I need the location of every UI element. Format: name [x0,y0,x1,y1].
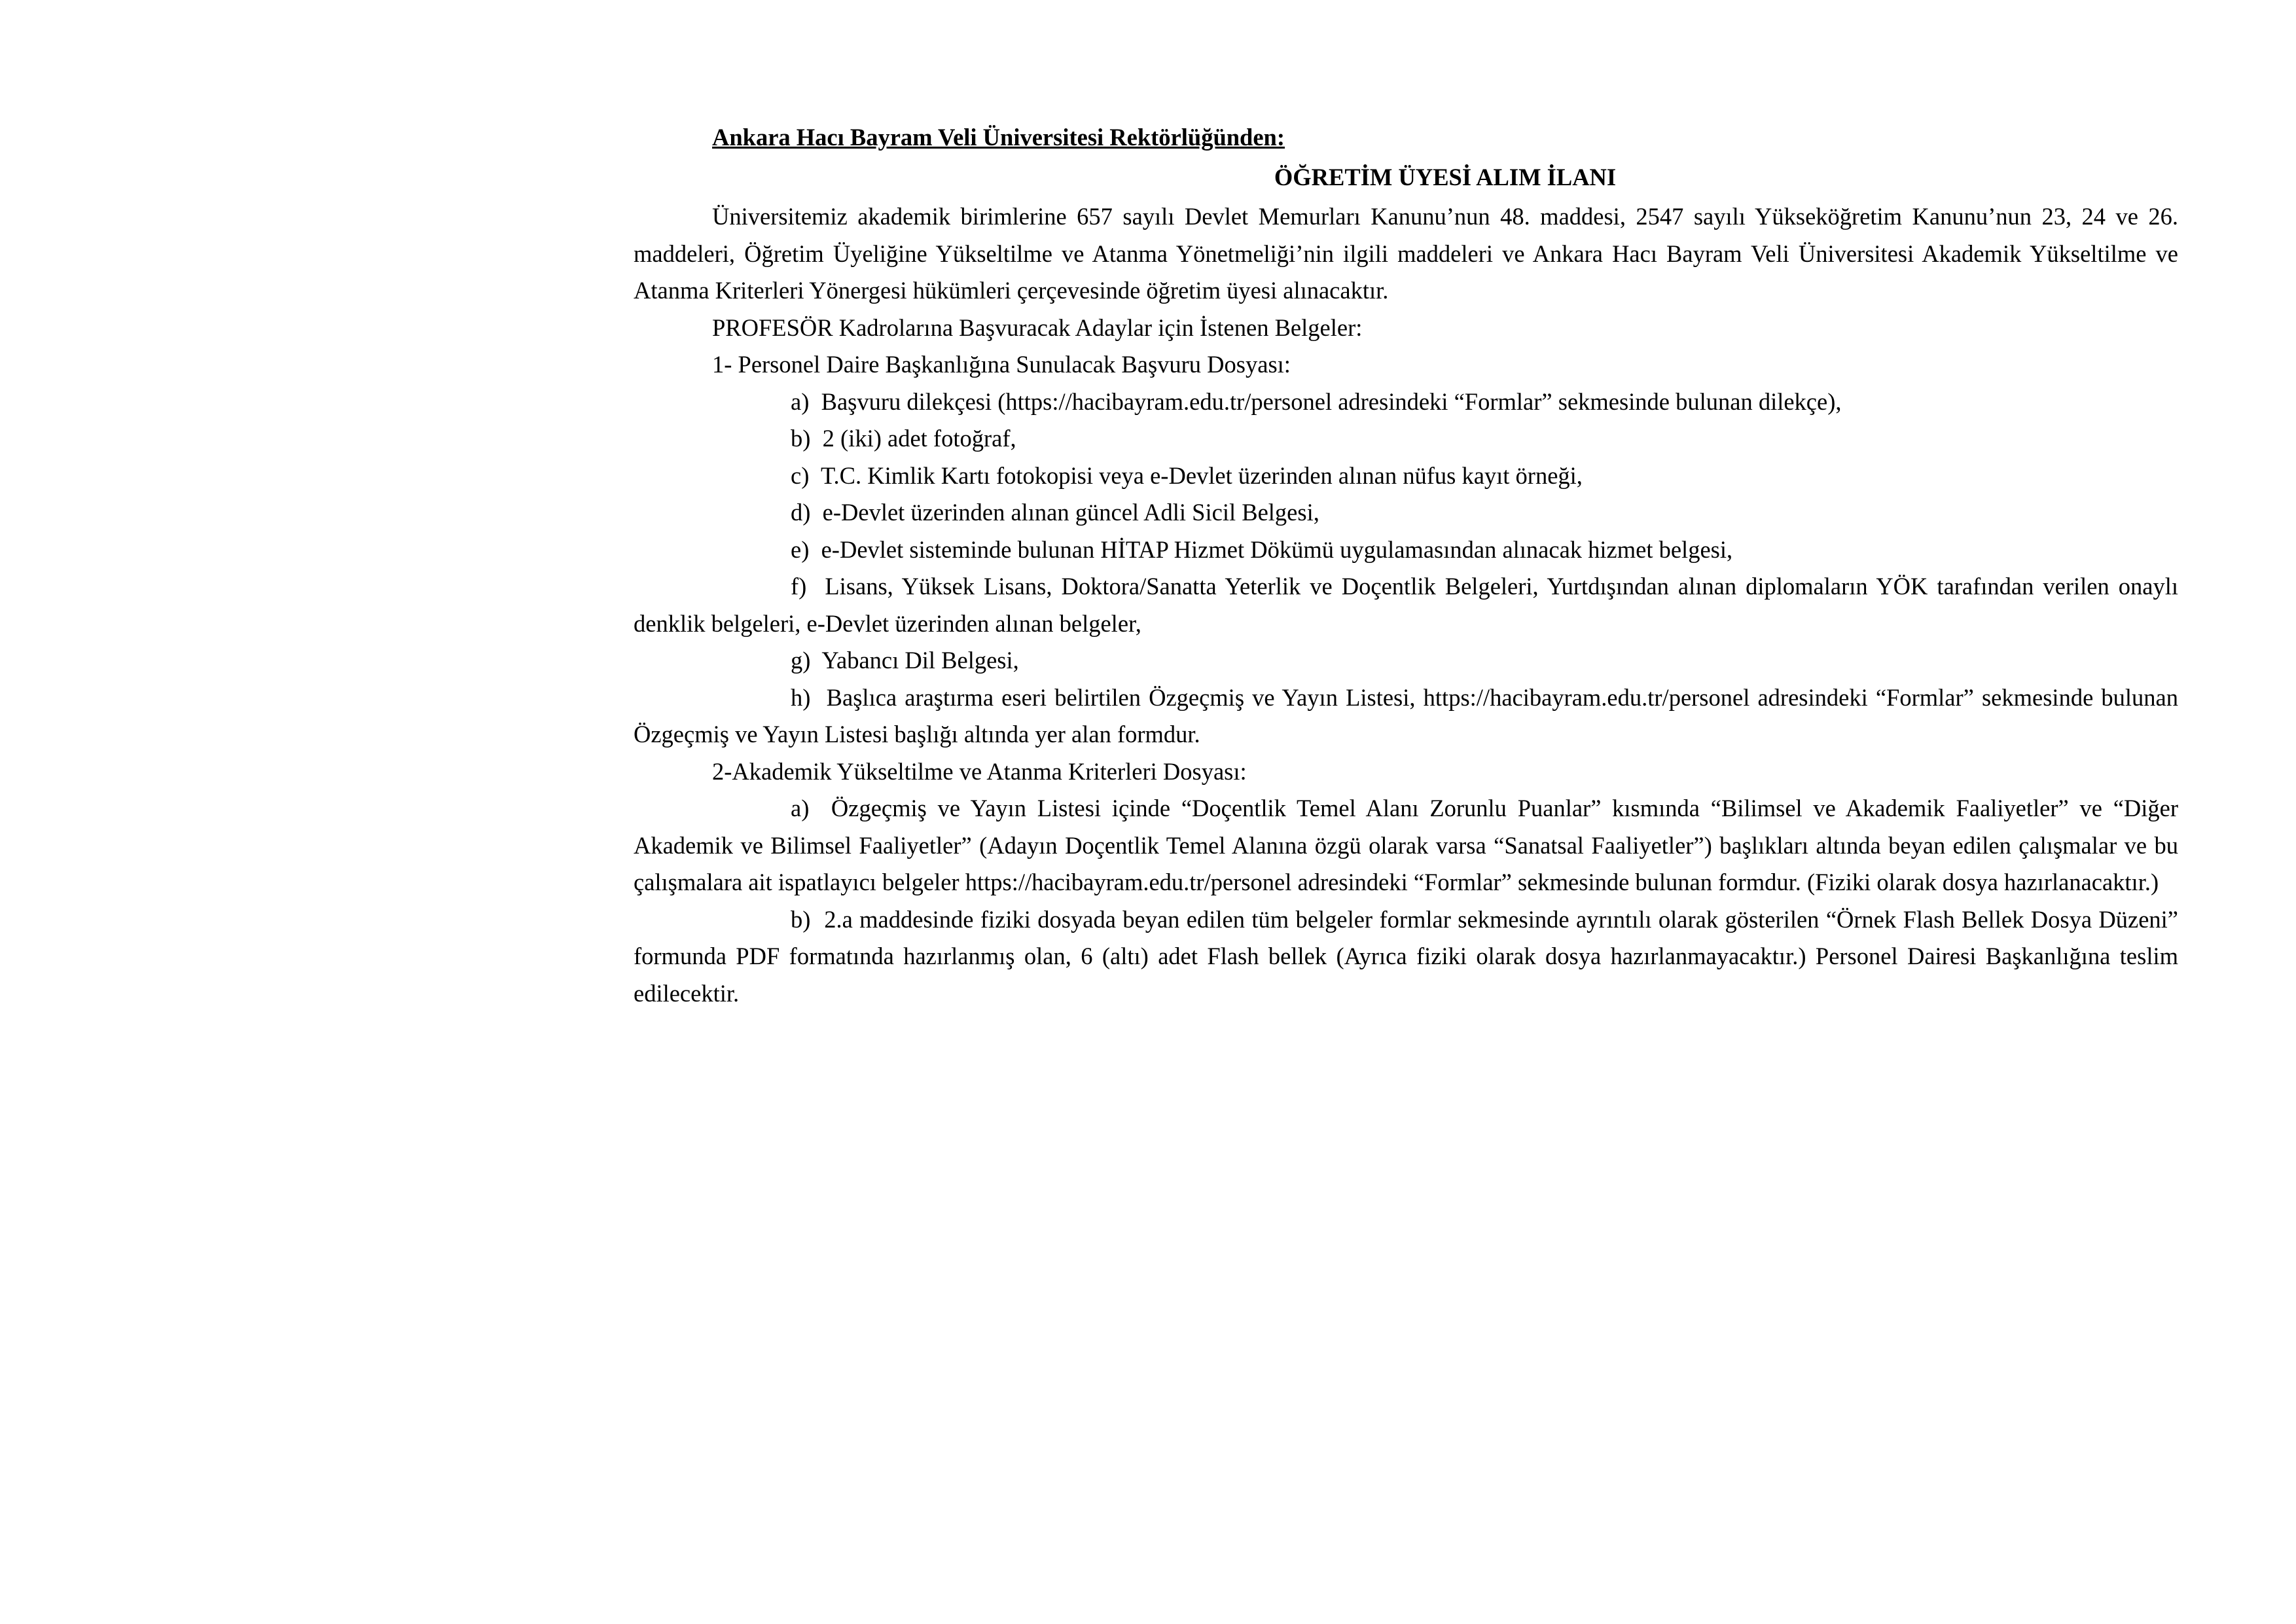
section1-item-g [634,642,2178,679]
section2-item-a [634,790,2178,901]
item-label: a) [791,795,810,821]
section1-item-f [634,568,2178,642]
item-label: g) [791,647,811,674]
section1-item-e [634,532,2178,569]
item-label: b) [791,425,811,452]
announcement-title: ÖĞRETİM ÜYESİ ALIM İLANI [1274,163,1617,190]
document-page [634,119,2178,1012]
item-text: Özgeçmiş ve Yayın Listesi içinde “Doçentlik Temel Alanı Zorunlu Puanlar” kısmında “Bilimsel ve Akademik Faaliyetler” ve “Diğer Akademik ve Bilimsel Faaliyetler” (Adayın Doçentlik Temel Alanına özgü olarak varsa “Sanatsal Faaliyetler”) başlıkları altında beyan edilen çalışmalar ve bu çalışmalara ait ispatlayıcı belgeler https://hacibayram.edu.tr/personel adresindeki “Formlar” sekmesinde bulunan formdur. (Fiziki olarak dosya hazırlanacaktır.) [634,795,2178,895]
section1-item-d [634,494,2178,532]
section2-heading: 2-Akademik Yükseltilme ve Atanma Kriterleri Dosyası: [712,757,1247,785]
item-text: Başvuru dilekçesi (https://hacibayram.edu.tr/personel adresindeki “Formlar” sekmesinde bulunan dilekçe), [821,388,1842,415]
item-text: 2 (iki) adet fotoğraf, [822,425,1016,452]
requirements-heading: PROFESÖR Kadrolarına Başvuracak Adaylar için İstenen Belgeler: [712,314,1363,341]
item-text: Yabancı Dil Belgesi, [821,647,1019,674]
section1-item-h [634,679,2178,753]
section1-item-a [634,384,2178,421]
item-text: Lisans, Yüksek Lisans, Doktora/Sanatta Yeterlik ve Doçentlik Belgeleri, Yurtdışından alınan diplomaların YÖK tarafından verilen onaylı denklik belgeleri, e-Devlet üzerinden alınan belgeler, [634,573,2179,637]
item-text: 2.a maddesinde fiziki dosyada beyan edilen tüm belgeler formlar sekmesinde ayrıntılı olarak gösterilen “Örnek Flash Bellek Dosya Düzeni” formunda PDF formatında hazırlanmış olan, 6 (altı) adet Flash bellek (Ayrıca fiziki olarak dosya hazırlanmayacaktır.) Personel Dairesi Başkanlığına teslim edilecektir. [634,905,2179,1007]
intro-paragraph: Üniversitemiz akademik birimlerine 657 sayılı Devlet Memurları Kanunu’nun 48. maddesi, 2547 sayılı Yükseköğretim Kanunu’nun 23, 24 ve 26. maddeleri, Öğretim Üyeliğine Yükseltilme ve Atanma Yönetmeliği’nin ilgili maddeleri ve Ankara Hacı Bayram Veli Üniversitesi Akademik Yükseltilme ve Atanma Kriterleri Yönergesi hükümleri çerçevesinde öğretim üyesi alınacaktır. [634,203,2178,304]
item-label: f) [791,573,807,600]
section1-item-c [634,458,2178,495]
section2-item-b [634,901,2178,1013]
item-label: e) [791,535,810,563]
issuing-authority: Ankara Hacı Bayram Veli Üniversitesi Rektörlüğünden: [712,124,1285,151]
item-text: e-Devlet sisteminde bulunan HİTAP Hizmet Dökümü uygulamasından alınacak hizmet belgesi, [821,535,1733,563]
item-label: h) [791,683,811,711]
item-text: e-Devlet üzerinden alınan güncel Adli Sicil Belgesi, [822,499,1319,526]
item-label: a) [791,388,810,415]
section1-heading: 1- Personel Daire Başkanlığına Sunulacak Başvuru Dosyası: [712,351,1291,378]
section1-item-b [634,420,2178,458]
item-label: b) [791,905,811,933]
item-text: Başlıca araştırma eseri belirtilen Özgeçmiş ve Yayın Listesi, https://hacibayram.edu.tr/personel adresindeki “Formlar” sekmesinde bulunan Özgeçmiş ve Yayın Listesi başlığı altında yer alan formdur. [634,683,2178,748]
item-label: c) [791,461,810,489]
item-text: T.C. Kimlik Kartı fotokopisi veya e-Devlet üzerinden alınan nüfus kayıt örneği, [820,461,1583,489]
item-label: d) [791,499,811,526]
